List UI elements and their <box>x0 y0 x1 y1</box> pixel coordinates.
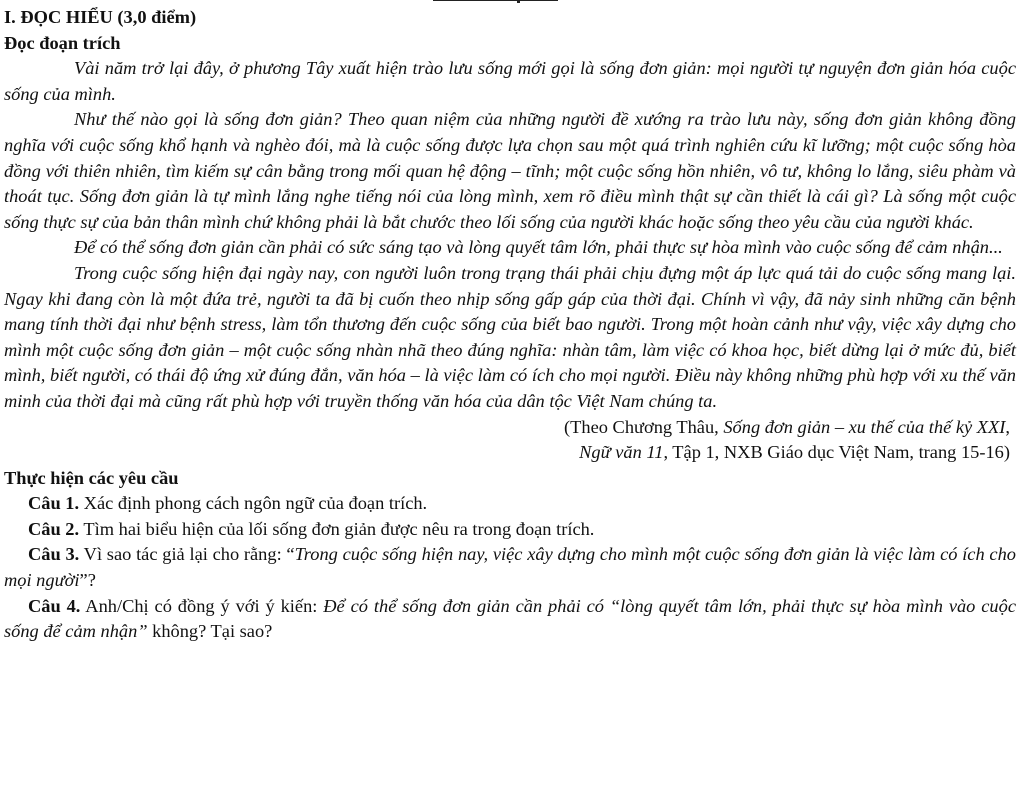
question-quote: Trong cuộc sống hiện nay, việc xây dựng cho mình một cuộc sống đơn giản là việc làm có ích cho mọi người <box>4 544 1016 591</box>
question-number: Câu 3. <box>28 544 80 565</box>
question-text-end: ”? <box>79 570 96 591</box>
excerpt-heading: Đọc đoạn trích <box>4 32 121 53</box>
excerpt-paragraph-1: Vài năm trở lại đây, ở phương Tây xuất hiện trào lưu sống mới gọi là sống đơn giản: mọi người tự nguyện đơn giản hóa cuộc sống của mình. <box>4 58 1016 104</box>
reading-section <box>4 5 1016 645</box>
excerpt-paragraph-2: Như thế nào gọi là sống đơn giản? Theo quan niệm của những người đề xướng ra trào lưu này, sống đơn giản không đồng nghĩa với cuộc sống khổ hạnh và nghèo đói, mà là cuộc sống được lựa chọn sau một quá trình nghiên cứu kĩ lưỡng; một cuộc sống hòa đồng với thiên nhiên, tìm kiếm sự cân bằng trong mối quan hệ động – tĩnh; một cuộc sống hồn nhiên, vô tư, không lo lắng, siêu phàm và thoát tục. Sống đơn giản là tự mình lắng nghe tiếng nói của lòng mình, xem rõ điều mình thật sự cần thiết là cái gì? Là sống một cuộc sống thực sự của bản thân mình chứ không phải là bắt chước theo lối sống của người khác hoặc sống theo yêu cầu của người khác. <box>4 109 1016 232</box>
question-number: Câu 4. <box>28 595 81 616</box>
source-work-title: Sống đơn giản – xu thế của thế kỷ XXI <box>723 416 1006 437</box>
source-suffix: , <box>1005 416 1010 437</box>
source-citation-line-2 <box>4 440 1016 466</box>
tasks-heading: Thực hiện các yêu cầu <box>4 467 179 488</box>
source-book-title: Ngữ văn 11 <box>579 442 664 463</box>
question-3 <box>4 542 1016 593</box>
source-citation-line-1 <box>4 415 1016 441</box>
question-number: Câu 2. <box>28 518 80 539</box>
question-text: Vì sao tác giả lại cho rằng: “ <box>79 544 295 565</box>
excerpt-paragraph-4: Trong cuộc sống hiện đại ngày nay, con người luôn trong trạng thái phải chịu đựng một áp lực quá tải do cuộc sống mang lại. Ngay khi đang còn là một đứa trẻ, người ta đã bị cuốn theo nhịp sống gấp gáp của thời đại. Chính vì vậy, đã nảy sinh những căn bệnh mang tính thời đại như bệnh stress, làm tổn thương đến cuộc sống của biết bao người. Trong một hoàn cảnh như vậy, việc xây dựng cho mình một cuộc sống đơn giản – một cuộc sống nhàn nhã theo đúng nghĩa: nhàn tâm, làm việc có khoa học, biết dừng lại ở mức đủ, biết mình, biết người, có thái độ ứng xử đúng đắn, văn hóa – là việc làm có ích cho mọi người. Điều này không những phù hợp với xu thế văn minh của thời đại mà cũng rất phù hợp với truyền thống văn hóa của dân tộc Việt Nam chúng ta. <box>4 262 1016 411</box>
question-text-end: không? Tại sao? <box>147 621 273 642</box>
section-title: I. ĐỌC HIỂU (3,0 điểm) <box>4 7 197 27</box>
excerpt-paragraph-3: Để có thể sống đơn giản cần phải có sức sáng tạo và lòng quyết tâm lớn, phải thực sự hòa mình vào cuộc sống để cảm nhận... <box>74 237 1003 258</box>
question-number: Câu 1. <box>28 493 80 514</box>
question-2 <box>4 517 1016 543</box>
question-text: Anh/Chị có đồng ý với ý kiến: <box>80 595 324 616</box>
source-prefix: (Theo Chương Thâu, <box>564 416 724 437</box>
question-1 <box>4 491 1016 517</box>
question-text: Tìm hai biểu hiện của lối sống đơn giản được nêu ra trong đoạn trích. <box>79 518 595 539</box>
top-rule-tick <box>517 0 520 3</box>
question-text: Xác định phong cách ngôn ngữ của đoạn trích. <box>79 493 428 514</box>
question-4 <box>4 594 1016 645</box>
question-quote: Để có thể sống đơn giản cần phải có “lòng quyết tâm lớn, phải thực sự hòa mình vào cuộc sống để cảm nhận” <box>4 595 1016 642</box>
source-book-details: , Tập 1, NXB Giáo dục Việt Nam, trang 15-16) <box>663 442 1010 463</box>
top-rule-divider <box>433 0 558 1</box>
